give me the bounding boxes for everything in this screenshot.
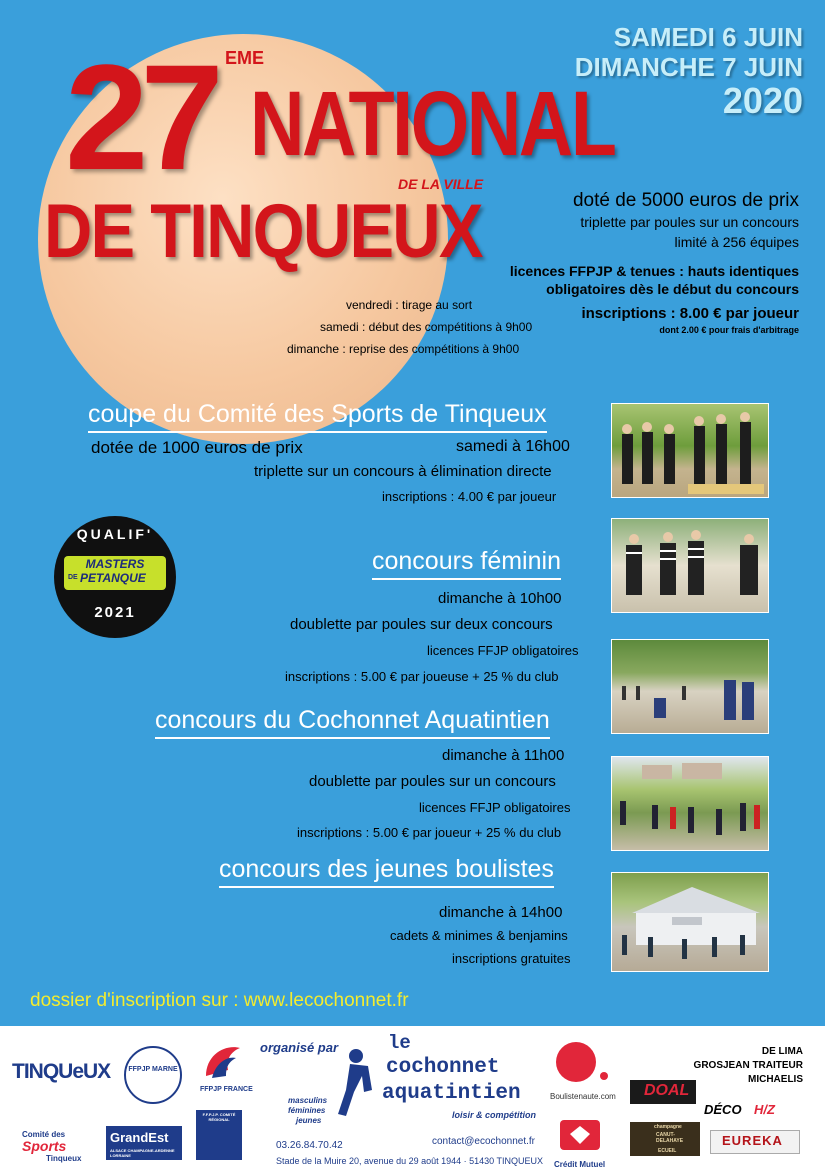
club-members-3: jeunes — [296, 1116, 322, 1125]
comite-sports-1: Comité des — [22, 1130, 66, 1139]
club-name-2: cochonnet — [386, 1056, 500, 1079]
photo-feminin — [611, 518, 769, 613]
photo-cochonnet — [611, 639, 769, 734]
ffpjp-marne-label: FFPJP MARNE — [128, 1066, 178, 1073]
main-licences-2: obligatoires dès le début du concours — [546, 281, 799, 297]
club-members-2: féminines — [288, 1106, 326, 1115]
main-limit: limité à 256 équipes — [674, 234, 799, 250]
photo-field-figures — [612, 757, 768, 850]
title-national: NATIONAL — [250, 73, 615, 175]
photo-boulodrome — [611, 872, 769, 972]
hz-label: H/Z — [754, 1102, 775, 1117]
badge-de: DE — [68, 574, 78, 581]
feminin-licences: licences FFJP obligatoires — [427, 643, 579, 658]
main-inscriptions: inscriptions : 8.00 € par joueur — [581, 305, 799, 322]
photo-referees — [612, 519, 768, 612]
sponsors-3: MICHAELIS — [748, 1074, 803, 1085]
jeunes-time: dimanche à 14h00 — [439, 904, 563, 921]
boule-player-icon — [326, 1046, 380, 1126]
jeunes-categories: cadets & minimes & benjamins — [390, 928, 568, 943]
comite-sports-2: Sports — [22, 1138, 67, 1154]
badge-qualif: QUALIF' — [76, 526, 154, 542]
coupe-time: samedi à 16h00 — [456, 438, 570, 455]
ffpjp-france-rooster-icon — [196, 1036, 248, 1088]
club-name-1: le — [388, 1032, 411, 1054]
club-email[interactable]: contact@ecochonnet.fr — [432, 1136, 535, 1147]
cochonnet-time: dimanche à 11h00 — [442, 747, 565, 764]
cochonnet-title: concours du Cochonnet Aquatintien — [155, 706, 550, 739]
club-address: Stade de la Muire 20, avenue du 29 août 1944 · 51430 TINQUEUX — [276, 1156, 544, 1166]
edition-number: 27 — [65, 33, 216, 201]
date-saturday: SAMEDI 6 JUIN — [613, 22, 803, 52]
cochonnet-inscriptions: inscriptions : 5.00 € par joueur + 25 % du club — [297, 825, 562, 840]
schedule-samedi: samedi : début des compétitions à 9h00 — [320, 320, 533, 334]
jeunes-inscriptions: inscriptions gratuites — [452, 951, 571, 966]
photo-coupe-team — [611, 403, 769, 498]
feminin-format: doublette par poules sur deux concours — [290, 616, 553, 633]
coupe-title: coupe du Comité des Sports de Tinqueux — [88, 400, 547, 433]
tinqueux-logo: TINQUeUX — [12, 1060, 111, 1083]
ffpjp-marne-logo — [124, 1046, 182, 1104]
club-name-3: aquatintien — [382, 1082, 521, 1105]
event-year: 2020 — [722, 80, 803, 121]
footer-partners — [0, 1026, 825, 1176]
doal-label: DOAL — [644, 1082, 690, 1099]
feminin-inscriptions: inscriptions : 5.00 € par joueuse + 25 % du club — [285, 669, 559, 684]
title-de-la-ville: DE LA VILLE — [398, 176, 484, 192]
photo-jeunes-field — [611, 756, 769, 851]
club-members-1: masculins — [288, 1096, 328, 1105]
photo-team-figures — [612, 404, 768, 497]
deco-label: DÉCO — [704, 1102, 742, 1117]
ffpjp-france-label: FFPJP FRANCE — [200, 1086, 253, 1093]
schedule-dimanche: dimanche : reprise des compétitions à 9h00 — [287, 342, 520, 356]
feminin-title: concours féminin — [372, 547, 561, 580]
coupe-prize: dotée de 1000 euros de prix — [91, 438, 303, 457]
event-dates — [575, 22, 803, 120]
club-tagline: loisir & compétition — [452, 1110, 537, 1120]
main-licences-1: licences FFPJP & tenues : hauts identiques — [509, 263, 799, 279]
badge-year: 2021 — [94, 604, 136, 621]
main-arbitrage: dont 2.00 € pour frais d'arbitrage — [659, 325, 799, 335]
badge-petanque: PETANQUE — [80, 571, 146, 585]
schedule-vendredi: vendredi : tirage au sort — [346, 298, 473, 312]
eureka-label: EUREKA — [722, 1133, 783, 1148]
boulistenaute-logo-icon — [552, 1038, 612, 1088]
main-prize: doté de 5000 euros de prix — [572, 190, 799, 211]
date-sunday: DIMANCHE 7 JUIN — [574, 52, 803, 82]
canut-label-2: CANUT-DELAHAYE — [656, 1132, 684, 1144]
comite-regional-label: F.F.P.J.P. COMITÉ RÉGIONAL — [202, 1112, 236, 1122]
edition-suffix: EME — [225, 48, 265, 68]
club-phone: 03.26.84.70.42 — [276, 1140, 343, 1151]
feminin-time: dimanche à 10h00 — [438, 590, 562, 607]
credit-mutuel-logo-icon — [554, 1116, 606, 1158]
coupe-format: triplette sur un concours à élimination directe — [254, 463, 552, 480]
grand-est-label: GrandEst — [110, 1130, 169, 1145]
cochonnet-licences: licences FFJP obligatoires — [419, 800, 571, 815]
comite-sports-3: Tinqueux — [46, 1154, 82, 1163]
photo-players — [612, 640, 768, 733]
title-city: DE TINQUEUX — [44, 189, 482, 274]
badge-masters: MASTERS — [85, 557, 145, 571]
jeunes-title: concours des jeunes boulistes — [219, 855, 554, 888]
sponsors-2: GROSJEAN TRAITEUR — [693, 1060, 803, 1071]
dossier-link[interactable]: dossier d'inscription sur : www.lecochonnet.fr — [30, 990, 409, 1011]
cochonnet-format: doublette par poules sur un concours — [309, 773, 556, 790]
grand-est-sub: ALSACE CHAMPAGNE-ARDENNE LORRAINE — [110, 1148, 175, 1158]
organise-par: organisé par — [260, 1040, 339, 1055]
sponsors-1: DE LIMA — [761, 1046, 803, 1057]
photo-building — [612, 873, 768, 971]
canut-label-1: champagne — [654, 1124, 682, 1130]
main-format: triplette par poules sur un concours — [580, 214, 799, 230]
coupe-inscriptions: inscriptions : 4.00 € par joueur — [382, 489, 557, 504]
canut-label-3: ECUEIL — [658, 1148, 677, 1154]
credit-mutuel-label: Crédit Mutuel — [554, 1160, 606, 1169]
qualif-masters-badge — [54, 516, 176, 638]
boulistenaute-label: Boulistenaute.com — [550, 1092, 616, 1101]
